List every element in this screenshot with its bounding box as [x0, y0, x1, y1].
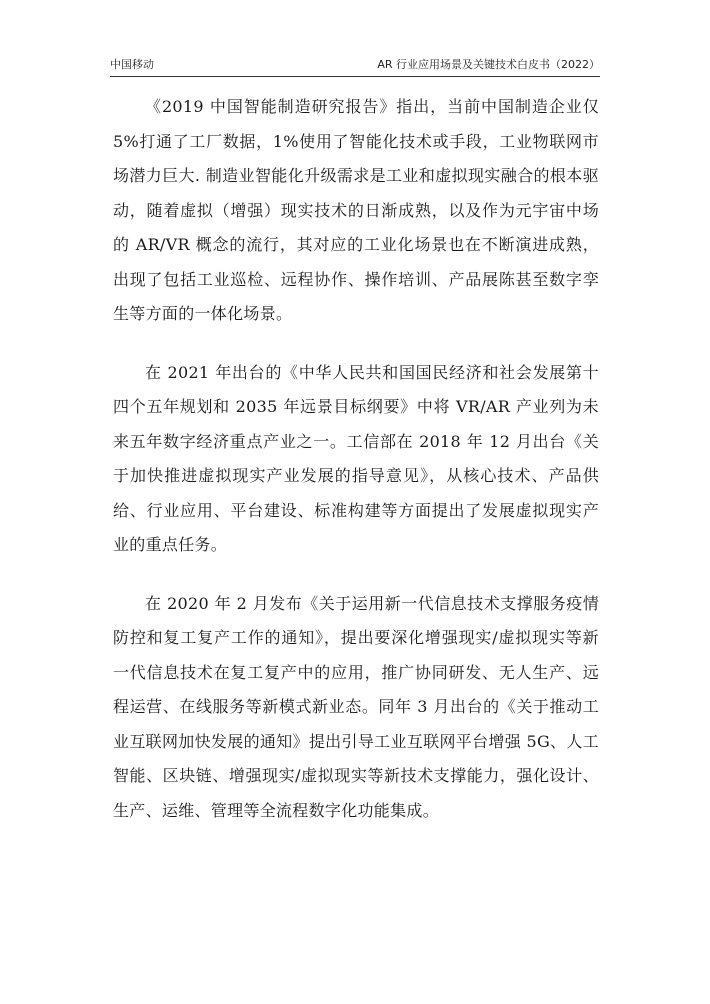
header-organization: 中国移动 [110, 58, 154, 71]
page-header [110, 50, 600, 77]
paragraph-3: 在 2020 年 2 月发布《关于运用新一代信息技术支撑服务疫情防控和复工复产工作的通知》，提出要深化增强现实/虚拟现实等新一代信息技术在复工复产中的应用，推广协同研发、无人生产、远程运营、在线服务等新模式新业态。同年 3 月出台的《关于推动工业互联网加快发展的通知》提出引导工业互联网平台增强 5G、人工智能、区块链、增强现实/虚拟现实等新技术支撑能力，强化设计、生产、运维、管理等全流程数字化功能集成。 [113, 593, 599, 820]
paragraph-2: 在 2021 年出台的《中华人民共和国国民经济和社会发展第十四个五年规划和 2035 年远景目标纲要》中将 VR/AR 产业列为未来五年数字经济重点产业之一。工信部在 2018 年 12 月出台《关于加快推进虚拟现实产业发展的指导意见》，从核心技术、产品供给、行业应用、平台建设、标准构建等方面提出了发展虚拟现实产业的重点任务。 [113, 362, 599, 554]
paragraph-1: 《2019 中国智能制造研究报告》指出，当前中国制造企业仅 5%打通了工厂数据，1%使用了智能化技术或手段，工业物联网市场潜力巨大. 制造业智能化升级需求是工业和虚拟现实融合的根本驱动，随着虚拟（增强）现实技术的日渐成熟，以及作为元宇宙中场的 AR/VR 概念的流行，其对应的工业化场景也在不断演进成熟，出现了包括工业巡检、远程协作、操作培训、产品展陈甚至数字孪生等方面的一体化场景。 [113, 97, 599, 323]
body-text [113, 90, 599, 852]
header-document-title: AR 行业应用场景及关键技术白皮书（2022） [377, 58, 600, 71]
